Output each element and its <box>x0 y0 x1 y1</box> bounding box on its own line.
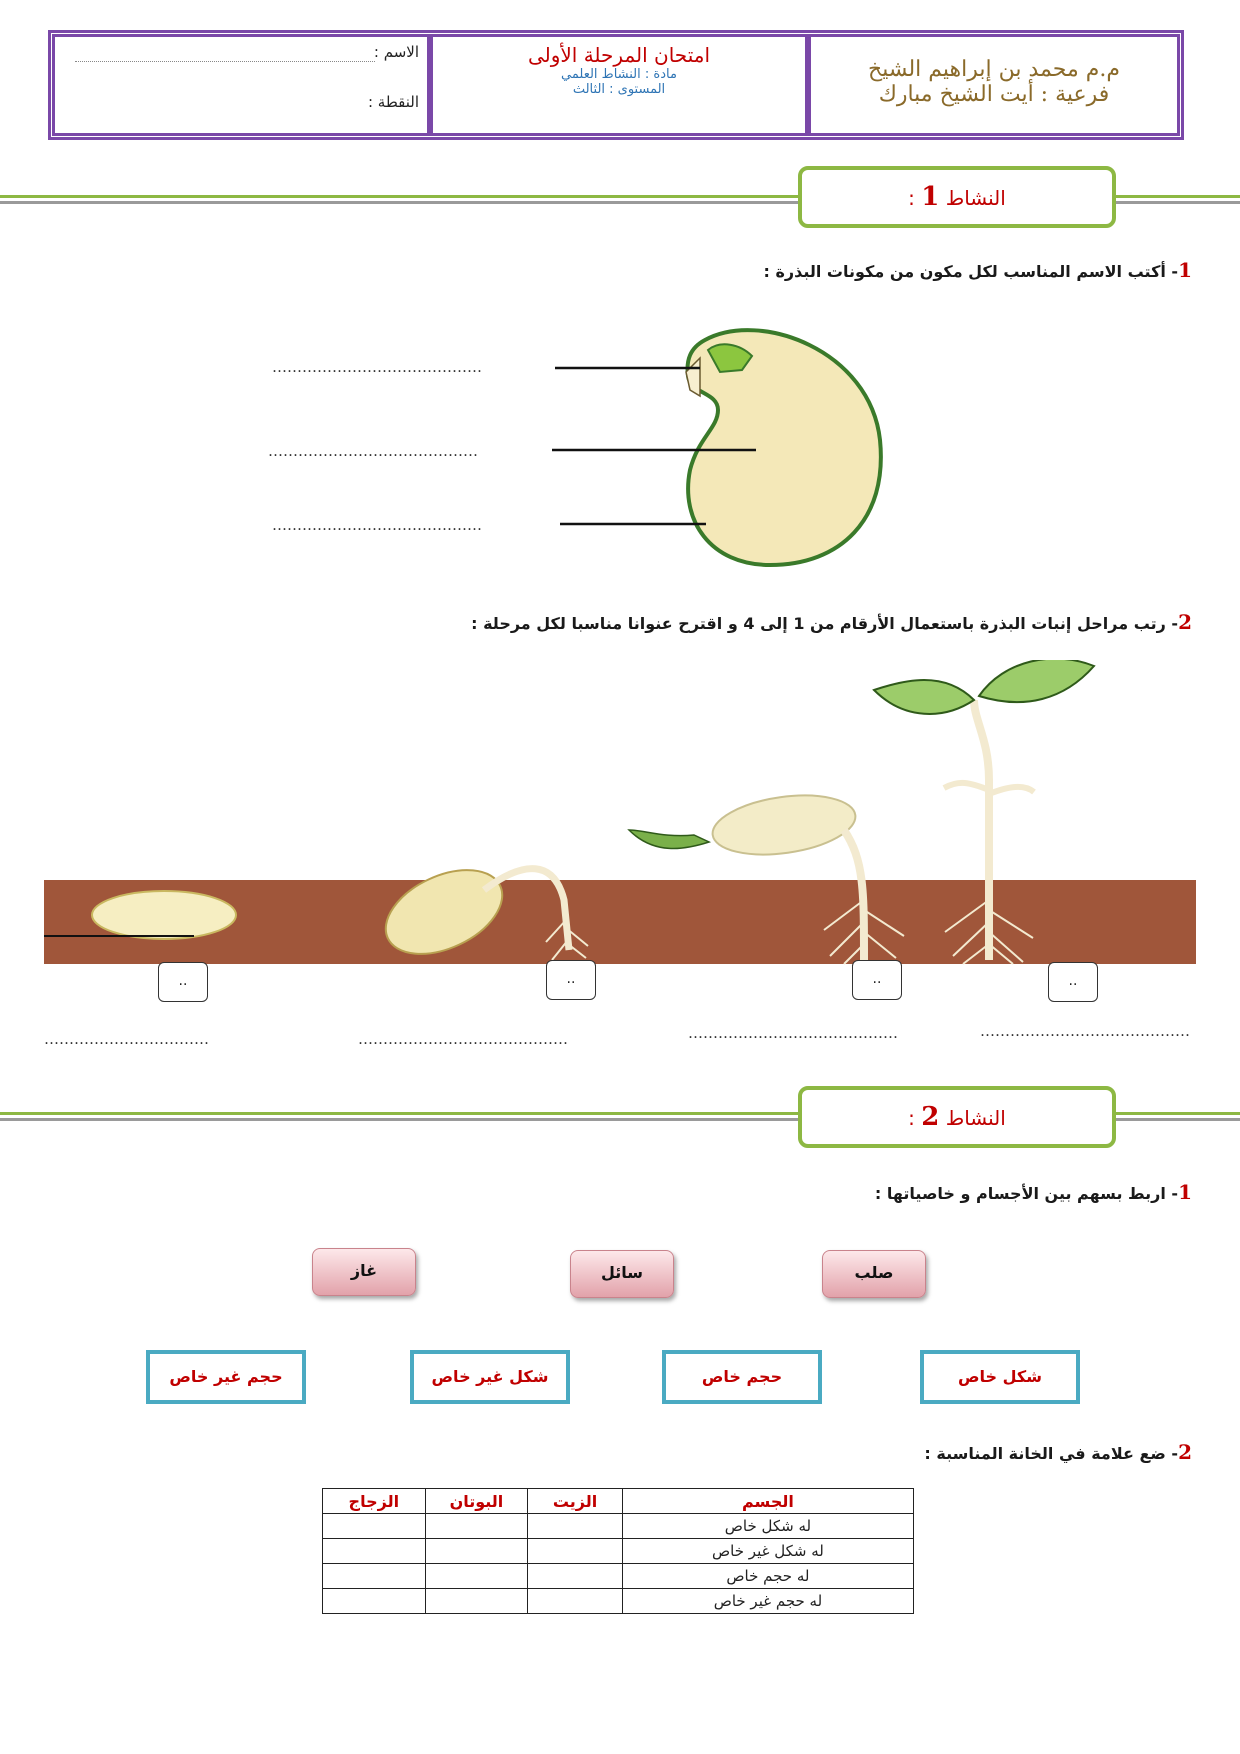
seed-stage-c <box>709 787 859 862</box>
question-number: 1 <box>1178 1180 1192 1204</box>
question-text: اربط بسهم بين الأجسام و خاصياتها : <box>874 1184 1166 1203</box>
activity-1-number: 1 <box>921 182 940 212</box>
stage-order-box-4[interactable]: .. <box>1048 962 1098 1002</box>
stage-title-blank-3[interactable]: …………………………………… <box>688 1024 898 1042</box>
check-cell[interactable] <box>425 1514 528 1539</box>
table-row <box>323 1564 914 1589</box>
check-cell[interactable] <box>425 1589 528 1614</box>
level-label: المستوى : الثالث <box>572 82 666 97</box>
activity-2-colon: : <box>908 1106 915 1130</box>
header-butane: البوتان <box>425 1489 528 1514</box>
seed-answer-blank-3[interactable]: …………………………………… <box>272 516 482 534</box>
stage-order-box-1[interactable]: .. <box>158 962 208 1002</box>
leaf-d-right <box>979 660 1094 702</box>
property-shape-fixed[interactable]: شكل خاص <box>920 1350 1080 1404</box>
question-text: رتب مراحل إنبات البذرة باستعمال الأرقام من 1 إلى 4 و اقترح عنوانا مناسبا لكل مرحلة : <box>471 614 1166 633</box>
check-cell[interactable] <box>323 1514 426 1539</box>
table-row <box>323 1589 914 1614</box>
table-row <box>323 1514 914 1539</box>
stage-title-blank-2[interactable]: …………………………………… <box>358 1030 568 1048</box>
question-text: أكتب الاسم المناسب لكل مكون من مكونات البذرة : <box>763 262 1166 281</box>
question-text: ضع علامة في الخانة المناسبة : <box>924 1444 1166 1463</box>
table-header-row <box>323 1489 914 1514</box>
stage-order-box-3[interactable]: .. <box>852 960 902 1000</box>
activity-2-question-1: 1- اربط بسهم بين الأجسام و خاصياتها : <box>874 1180 1192 1204</box>
check-cell[interactable] <box>425 1564 528 1589</box>
school-info-cell <box>808 34 1180 136</box>
table-row <box>323 1539 914 1564</box>
activity-2-title <box>798 1086 1116 1148</box>
branch-name: فرعية : أيت الشيخ مبارك <box>878 82 1110 107</box>
activity-1-question-2: 2- رتب مراحل إنبات البذرة باستعمال الأرقام من 1 إلى 4 و اقترح عنوانا مناسبا لكل مرحلة : <box>471 610 1192 634</box>
question-number: 1 <box>1178 258 1192 282</box>
properties-table <box>322 1488 914 1614</box>
school-name: م.م محمد بن إبراهيم الشيخ <box>868 57 1120 82</box>
activity-1-question-1: 1- أكتب الاسم المناسب لكل مكون من مكونات البذرة : <box>763 258 1192 282</box>
header-oil: الزيت <box>528 1489 623 1514</box>
property-shape-variable[interactable]: شكل غير خاص <box>410 1350 570 1404</box>
name-label: الاسم : <box>373 43 419 61</box>
germination-illustration <box>44 660 1196 970</box>
stage-order-box-2[interactable]: .. <box>546 960 596 1000</box>
exam-title: امتحان المرحلة الأولى <box>527 43 711 67</box>
state-gas[interactable]: غاز <box>312 1248 416 1296</box>
header-object: الجسم <box>622 1489 913 1514</box>
question-number: 2 <box>1178 610 1192 634</box>
activity-1-title <box>798 166 1116 228</box>
row-label: له شكل خاص <box>622 1514 913 1539</box>
name-field[interactable] <box>75 47 375 62</box>
property-volume-variable[interactable]: حجم غير خاص <box>146 1350 306 1404</box>
seed-answer-blank-1[interactable]: …………………………………… <box>272 358 482 376</box>
stage-title-blank-4[interactable]: …………………………………… <box>980 1022 1190 1040</box>
state-solid[interactable]: صلب <box>822 1250 926 1298</box>
check-cell[interactable] <box>323 1539 426 1564</box>
check-cell[interactable] <box>528 1589 623 1614</box>
stage-title-blank-1[interactable]: …………………………… <box>44 1030 209 1048</box>
row-label: له حجم خاص <box>622 1564 913 1589</box>
check-cell[interactable] <box>528 1539 623 1564</box>
activity-2-question-2: 2- ضع علامة في الخانة المناسبة : <box>924 1440 1192 1464</box>
property-volume-fixed[interactable]: حجم خاص <box>662 1350 822 1404</box>
student-info-cell <box>52 34 430 136</box>
exam-info-cell <box>430 34 808 136</box>
activity-2-label: النشاط <box>945 1106 1006 1130</box>
subject-label: مادة : النشاط العلمي <box>561 67 677 82</box>
seed-answer-blank-2[interactable]: …………………………………… <box>268 442 478 460</box>
activity-2-number: 2 <box>921 1102 940 1132</box>
row-label: له حجم غير خاص <box>622 1589 913 1614</box>
check-cell[interactable] <box>425 1539 528 1564</box>
leaf-c <box>629 830 709 849</box>
question-number: 2 <box>1178 1440 1192 1464</box>
seed-diagram <box>540 320 920 570</box>
check-cell[interactable] <box>528 1514 623 1539</box>
row-label: له شكل غير خاص <box>622 1539 913 1564</box>
check-cell[interactable] <box>323 1589 426 1614</box>
activity-1-colon: : <box>908 186 915 210</box>
header-glass: الزجاج <box>323 1489 426 1514</box>
check-cell[interactable] <box>323 1564 426 1589</box>
activity-1-label: النشاط <box>945 186 1006 210</box>
state-liquid[interactable]: سائل <box>570 1250 674 1298</box>
seed-stage-a <box>92 891 236 939</box>
check-cell[interactable] <box>528 1564 623 1589</box>
grade-label: النقطة : <box>367 93 419 111</box>
leaf-d-left <box>874 680 974 714</box>
